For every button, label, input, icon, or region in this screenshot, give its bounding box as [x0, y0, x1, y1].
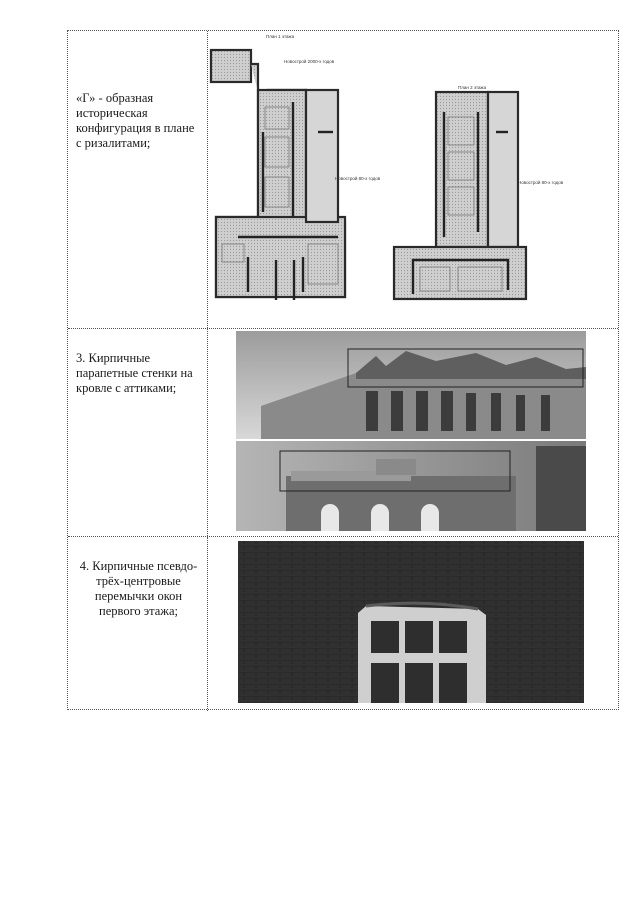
window-lintel-photo — [238, 541, 584, 703]
floor-plans-image — [208, 32, 618, 327]
plan-label: Новострой 2000-х годов — [284, 59, 335, 64]
window-frame — [358, 603, 486, 703]
row-1-description: «Г» - образная историческая конфигурация в плане с ризалитами; — [76, 91, 195, 150]
feature-table — [67, 30, 619, 710]
annex-block — [211, 50, 251, 82]
plan-label: Новострой 80-х годов — [335, 176, 381, 181]
table-row-parapets — [68, 329, 618, 537]
column-divider — [207, 329, 208, 536]
table-row-lintels — [68, 537, 618, 711]
column-divider — [207, 537, 208, 711]
table-row-plan — [68, 31, 618, 329]
parapet-photos — [236, 331, 586, 531]
plan-label: План 1 этажа — [266, 34, 295, 39]
row-3-description: 4. Кирпичные псевдо-трёх-центровые перемычки окон первого этажа; — [79, 559, 198, 618]
row-2-description: 3. Кирпичные парапетные стенки на кровле с аттиками; — [76, 351, 193, 395]
plan-label: План 2 этажа — [458, 85, 487, 90]
floor-plan-1 — [211, 50, 345, 297]
plan-label: Новострой 80-х годов — [518, 180, 564, 185]
